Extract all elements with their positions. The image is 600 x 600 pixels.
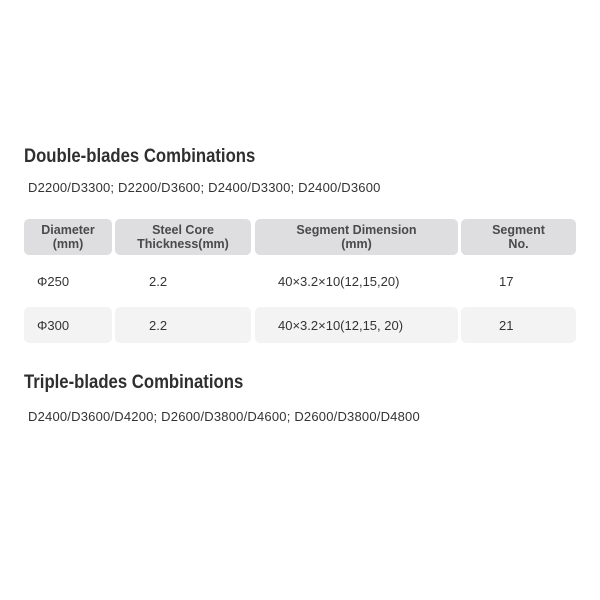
double-blades-combinations: D2200/D3300; D2200/D3600; D2400/D3300; D2400/D3600 — [28, 180, 381, 195]
cell-diameter: Φ300 — [24, 307, 112, 343]
cell-segment-no: 17 — [499, 273, 514, 289]
cell-segment-dimension: 40×3.2×10(12,15, 20) — [255, 307, 458, 343]
header-diameter-line1: Diameter — [41, 223, 95, 237]
header-segment-dimension — [255, 219, 458, 255]
header-steel-core-line1: Steel Core — [152, 223, 214, 237]
cell-steel-core: 2.2 — [149, 273, 168, 289]
header-steel-core — [115, 219, 251, 255]
table-header-row — [24, 219, 576, 255]
cell-segment-dimension: 40×3.2×10(12,15,20) — [278, 273, 400, 289]
triple-blades-combinations: D2400/D3600/D4200; D2600/D3800/D4600; D2600/D3800/D4800 — [28, 409, 420, 424]
header-segment-no-line2: No. — [508, 237, 529, 251]
header-diameter-line2: (mm) — [52, 237, 84, 251]
header-segment-dimension-line1: Segment Dimension — [296, 223, 417, 237]
cell-segment-no: 21 — [461, 307, 576, 343]
triple-blades-title: Triple-blades Combinations — [24, 372, 244, 393]
header-segment-dimension-line2: (mm) — [341, 237, 372, 251]
table-row — [24, 307, 576, 343]
header-segment-no-line1: Segment — [492, 223, 545, 237]
header-diameter — [24, 219, 112, 255]
cell-diameter: Φ250 — [37, 273, 70, 289]
header-segment-no — [461, 219, 576, 255]
spec-table — [24, 219, 576, 351]
cell-steel-core: 2.2 — [115, 307, 251, 343]
double-blades-title: Double-blades Combinations — [24, 146, 256, 167]
header-steel-core-line2: Thickness(mm) — [137, 237, 229, 251]
table-row — [24, 263, 576, 299]
